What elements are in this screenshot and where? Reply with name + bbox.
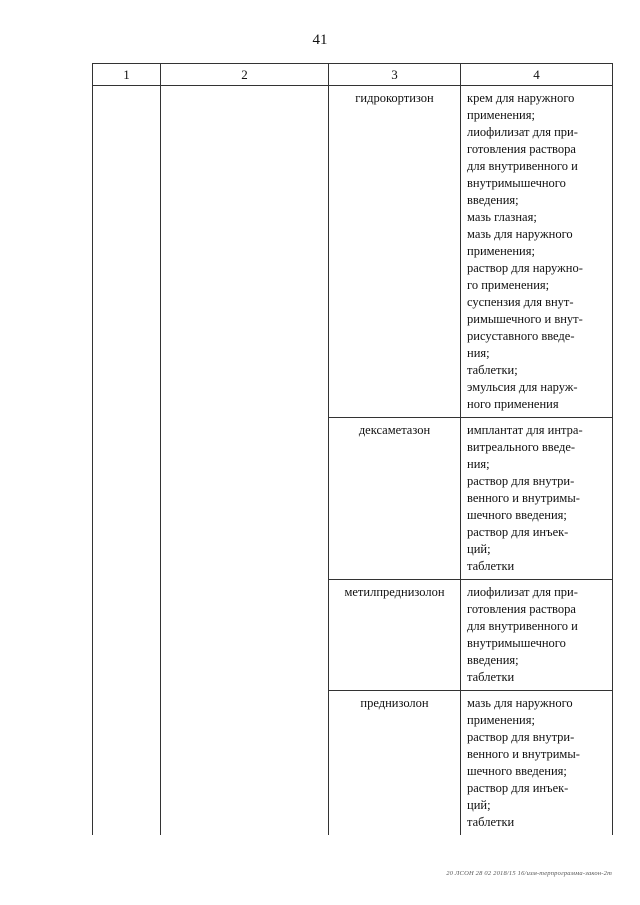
page-number: 41 [312, 32, 328, 48]
dosage-form-line: крем для наружного [467, 91, 575, 105]
document-footer: 20 ЛСОН 28 02 2018/15 16/изм-терпрограмма-закон-2т [446, 870, 612, 877]
dosage-form-line: внутримышечного [467, 176, 566, 190]
dosage-form-line: римышечного и внут- [467, 312, 583, 326]
dosage-forms [461, 418, 613, 580]
table-row [93, 691, 613, 836]
dosage-form-line: для внутривенного и [467, 619, 578, 633]
column-header-1: 1 [93, 64, 161, 86]
dosage-form-line: мазь для наружного [467, 227, 573, 241]
dosage-form-line: готовления раствора [467, 602, 576, 616]
dosage-form-line: внутримышечного [467, 636, 566, 650]
dosage-form-line: таблетки [467, 670, 515, 684]
drug-name: дексаметазон [329, 418, 461, 580]
dosage-form-line: имплантат для интра- [467, 423, 583, 437]
empty-cell [93, 691, 161, 836]
column-header-2: 2 [161, 64, 329, 86]
dosage-form-line: лиофилизат для при- [467, 585, 578, 599]
dosage-form-line: ного применения [467, 397, 559, 411]
column-header-4: 4 [461, 64, 613, 86]
dosage-form-line: раствор для инъек- [467, 525, 569, 539]
dosage-form-line: рисуставного введе- [467, 329, 575, 343]
table-row [93, 580, 613, 691]
dosage-form-line: ций; [467, 542, 491, 556]
dosage-form-line: ния; [467, 457, 490, 471]
dosage-form-line: применения; [467, 713, 535, 727]
dosage-form-line: введения; [467, 193, 519, 207]
dosage-form-line: суспензия для внут- [467, 295, 574, 309]
drug-name: преднизолон [329, 691, 461, 836]
dosage-form-line: шечного введения; [467, 508, 567, 522]
dosage-form-line: готовления раствора [467, 142, 576, 156]
dosage-form-line: венного и внутримы- [467, 491, 580, 505]
empty-cell [161, 418, 329, 580]
dosage-form-line: таблетки [467, 559, 515, 573]
dosage-form-line: шечного введения; [467, 764, 567, 778]
dosage-form-line: ния; [467, 346, 490, 360]
table-row [93, 418, 613, 580]
dosage-form-line: витреального введе- [467, 440, 576, 454]
empty-cell [93, 86, 161, 418]
dosage-form-line: эмульсия для наруж- [467, 380, 578, 394]
dosage-form-line: мазь для наружного [467, 696, 573, 710]
column-header-3: 3 [329, 64, 461, 86]
empty-cell [93, 418, 161, 580]
empty-cell [93, 580, 161, 691]
drug-name: метилпреднизолон [329, 580, 461, 691]
dosage-form-line: применения; [467, 244, 535, 258]
dosage-form-line: раствор для внутри- [467, 474, 575, 488]
dosage-form-line: го применения; [467, 278, 550, 292]
dosage-form-line: ций; [467, 798, 491, 812]
dosage-forms [461, 86, 613, 418]
dosage-form-line: раствор для инъек- [467, 781, 569, 795]
dosage-form-line: для внутривенного и [467, 159, 578, 173]
empty-cell [161, 86, 329, 418]
table-row [93, 86, 613, 418]
dosage-form-line: таблетки [467, 815, 515, 829]
header-row [93, 64, 613, 86]
dosage-form-line: введения; [467, 653, 519, 667]
dosage-form-line: венного и внутримы- [467, 747, 580, 761]
drug-name: гидрокортизон [329, 86, 461, 418]
drug-table [92, 63, 613, 835]
dosage-form-line: применения; [467, 108, 535, 122]
empty-cell [161, 691, 329, 836]
dosage-form-line: раствор для внутри- [467, 730, 575, 744]
dosage-form-line: раствор для наружно- [467, 261, 583, 275]
empty-cell [161, 580, 329, 691]
dosage-forms [461, 691, 613, 836]
dosage-form-line: мазь глазная; [467, 210, 537, 224]
dosage-forms [461, 580, 613, 691]
dosage-form-line: лиофилизат для при- [467, 125, 578, 139]
dosage-form-line: таблетки; [467, 363, 518, 377]
